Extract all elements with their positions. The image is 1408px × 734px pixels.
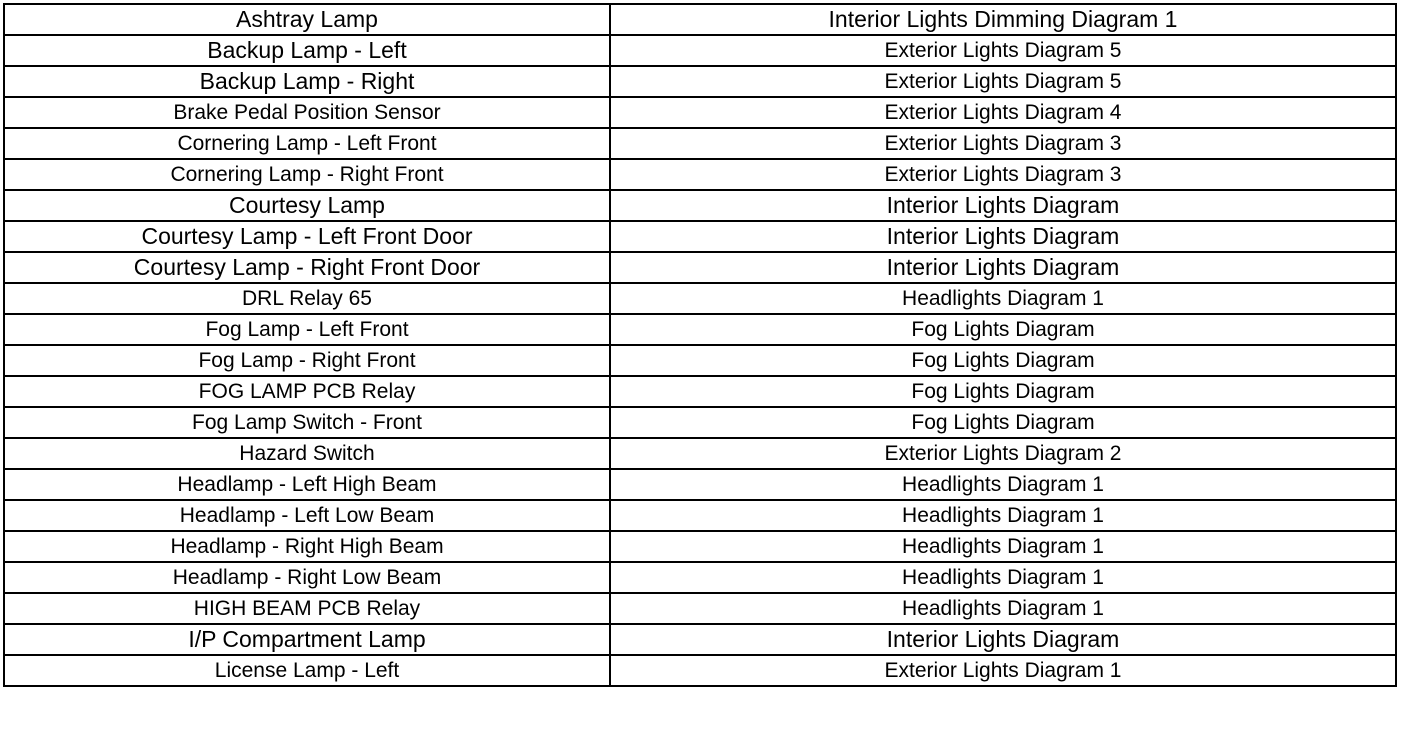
component-cell: DRL Relay 65 xyxy=(4,283,610,314)
diagram-cell: Exterior Lights Diagram 4 xyxy=(610,97,1396,128)
diagram-cell: Exterior Lights Diagram 3 xyxy=(610,128,1396,159)
component-cell: Cornering Lamp - Right Front xyxy=(4,159,610,190)
component-cell: Fog Lamp - Left Front xyxy=(4,314,610,345)
component-cell: HIGH BEAM PCB Relay xyxy=(4,593,610,624)
component-cell: I/P Compartment Lamp xyxy=(4,624,610,655)
component-cell: Fog Lamp - Right Front xyxy=(4,345,610,376)
table-row xyxy=(4,593,1396,624)
table-row xyxy=(4,624,1396,655)
component-cell: Backup Lamp - Right xyxy=(4,66,610,97)
diagram-cell: Headlights Diagram 1 xyxy=(610,469,1396,500)
diagram-cell: Exterior Lights Diagram 3 xyxy=(610,159,1396,190)
table-row xyxy=(4,438,1396,469)
table-row xyxy=(4,655,1396,686)
component-cell: License Lamp - Left xyxy=(4,655,610,686)
component-cell: Courtesy Lamp xyxy=(4,190,610,221)
component-cell: Courtesy Lamp - Right Front Door xyxy=(4,252,610,283)
table-row xyxy=(4,4,1396,35)
table-row xyxy=(4,35,1396,66)
diagram-cell: Headlights Diagram 1 xyxy=(610,531,1396,562)
component-diagram-table xyxy=(3,3,1397,687)
component-cell: Backup Lamp - Left xyxy=(4,35,610,66)
diagram-cell: Exterior Lights Diagram 1 xyxy=(610,655,1396,686)
diagram-cell: Fog Lights Diagram xyxy=(610,376,1396,407)
diagram-cell: Headlights Diagram 1 xyxy=(610,562,1396,593)
diagram-cell: Fog Lights Diagram xyxy=(610,345,1396,376)
table-row xyxy=(4,531,1396,562)
table-row xyxy=(4,190,1396,221)
table-row xyxy=(4,159,1396,190)
diagram-cell: Interior Lights Diagram xyxy=(610,221,1396,252)
diagram-cell: Fog Lights Diagram xyxy=(610,314,1396,345)
diagram-cell: Interior Lights Dimming Diagram 1 xyxy=(610,4,1396,35)
component-cell: Headlamp - Left High Beam xyxy=(4,469,610,500)
diagram-cell: Exterior Lights Diagram 5 xyxy=(610,66,1396,97)
diagram-cell: Interior Lights Diagram xyxy=(610,252,1396,283)
table-row xyxy=(4,407,1396,438)
table-row xyxy=(4,252,1396,283)
component-cell: Fog Lamp Switch - Front xyxy=(4,407,610,438)
diagram-cell: Interior Lights Diagram xyxy=(610,190,1396,221)
diagram-cell: Fog Lights Diagram xyxy=(610,407,1396,438)
diagram-cell: Exterior Lights Diagram 5 xyxy=(610,35,1396,66)
table-row xyxy=(4,283,1396,314)
table-row xyxy=(4,469,1396,500)
diagram-cell: Exterior Lights Diagram 2 xyxy=(610,438,1396,469)
component-cell: Cornering Lamp - Left Front xyxy=(4,128,610,159)
component-cell: Headlamp - Right High Beam xyxy=(4,531,610,562)
component-cell: Hazard Switch xyxy=(4,438,610,469)
diagram-cell: Interior Lights Diagram xyxy=(610,624,1396,655)
diagram-cell: Headlights Diagram 1 xyxy=(610,500,1396,531)
component-cell: FOG LAMP PCB Relay xyxy=(4,376,610,407)
component-cell: Brake Pedal Position Sensor xyxy=(4,97,610,128)
table-row xyxy=(4,376,1396,407)
table-row xyxy=(4,500,1396,531)
table-row xyxy=(4,128,1396,159)
diagram-cell: Headlights Diagram 1 xyxy=(610,283,1396,314)
table-row xyxy=(4,345,1396,376)
component-cell: Headlamp - Right Low Beam xyxy=(4,562,610,593)
component-cell: Courtesy Lamp - Left Front Door xyxy=(4,221,610,252)
table-row xyxy=(4,97,1396,128)
component-cell: Ashtray Lamp xyxy=(4,4,610,35)
table-row xyxy=(4,66,1396,97)
diagram-cell: Headlights Diagram 1 xyxy=(610,593,1396,624)
table-row xyxy=(4,562,1396,593)
component-cell: Headlamp - Left Low Beam xyxy=(4,500,610,531)
table-row xyxy=(4,221,1396,252)
table-row xyxy=(4,314,1396,345)
